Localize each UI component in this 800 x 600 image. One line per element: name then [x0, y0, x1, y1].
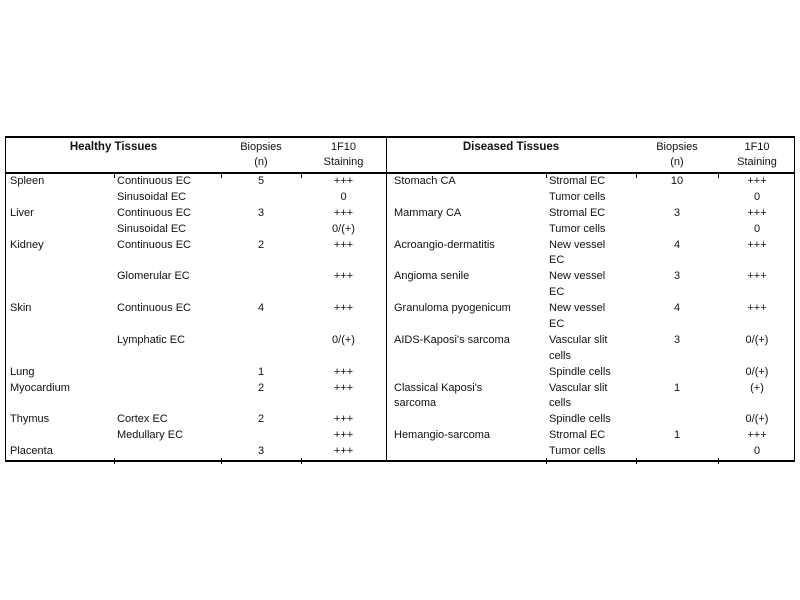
table-header-row — [6, 138, 794, 172]
healthy-ec-type-cell — [114, 381, 221, 397]
header-healthy-tissues: Healthy Tissues — [69, 141, 158, 153]
diseased-cell-type-cell: Vascular slit — [549, 333, 608, 346]
diseased-tissue-name-cell — [386, 285, 546, 301]
column-tick — [221, 172, 222, 178]
diseased-biopsies-cell: 4 — [673, 302, 681, 315]
column-tick — [546, 458, 547, 464]
healthy-tissue-name-cell: Skin — [10, 302, 32, 315]
diseased-staining-cell: 0 — [753, 190, 761, 203]
header-biopsies-left-line2: (n) — [254, 156, 268, 168]
healthy-ec-type-cell: Continuous EC — [117, 206, 191, 219]
diseased-cell-type-cell: Stromal EC — [549, 175, 606, 187]
diseased-tissue-name-cell: Angioma senile — [394, 270, 470, 283]
healthy-biopsies-cell — [221, 269, 301, 285]
healthy-biopsies-cell: 2 — [257, 238, 265, 251]
diseased-tissue-name-cell — [386, 365, 546, 381]
healthy-biopsies-cell: 3 — [257, 445, 265, 458]
column-tick — [718, 458, 719, 464]
healthy-tissue-name-cell — [6, 428, 114, 444]
healthy-biopsies-cell — [221, 253, 301, 269]
diseased-cell-type-cell: Stromal EC — [549, 206, 606, 219]
column-tick — [636, 458, 637, 464]
diseased-biopsies-cell — [636, 317, 718, 333]
diseased-biopsies-cell: 10 — [670, 175, 684, 187]
healthy-ec-type-cell: Sinusoidal EC — [117, 190, 187, 203]
healthy-staining-cell: +++ — [333, 429, 354, 442]
diseased-cell-type-cell: EC — [549, 318, 565, 331]
header-staining-right-line2: Staining — [737, 156, 777, 168]
healthy-staining-cell: +++ — [333, 413, 354, 426]
diseased-tissue-name-cell: Mammary CA — [394, 206, 462, 219]
healthy-biopsies-cell: 1 — [257, 365, 265, 378]
healthy-tissue-name-cell — [6, 190, 114, 206]
diseased-biopsies-cell: 1 — [673, 429, 681, 442]
healthy-tissue-name-cell — [6, 317, 114, 333]
diseased-cell-type-cell: New vessel — [549, 238, 606, 251]
healthy-ec-type-cell — [114, 396, 221, 412]
healthy-biopsies-cell: 2 — [257, 381, 265, 394]
healthy-ec-type-cell — [114, 349, 221, 365]
header-staining-right-line1: 1F10 — [744, 141, 770, 153]
staining-results-table — [5, 136, 795, 462]
diseased-cell-type-cell: New vessel — [549, 270, 606, 283]
diseased-biopsies-cell — [636, 190, 718, 206]
diseased-tissue-name-cell: Granuloma pyogenicum — [394, 302, 511, 315]
diseased-staining-cell — [718, 396, 796, 412]
healthy-tissue-name-cell: Placenta — [10, 445, 53, 458]
column-tick — [301, 172, 302, 178]
healthy-tissue-name-cell: Thymus — [10, 413, 50, 426]
diseased-biopsies-cell: 4 — [673, 238, 681, 251]
diseased-staining-cell: +++ — [747, 238, 767, 251]
healthy-tissue-name-cell — [6, 269, 114, 285]
healthy-biopsies-cell: 2 — [257, 413, 265, 426]
diseased-tissue-name-cell — [386, 253, 546, 269]
column-tick — [114, 458, 115, 464]
diseased-staining-cell — [718, 285, 796, 301]
healthy-ec-type-cell — [114, 285, 221, 301]
diseased-biopsies-cell: 3 — [673, 333, 681, 346]
diseased-tissue-name-cell: AIDS-Kaposi's sarcoma — [394, 333, 510, 346]
healthy-biopsies-cell — [221, 428, 301, 444]
healthy-tissue-name-cell — [6, 285, 114, 301]
healthy-ec-type-cell: Continuous EC — [117, 302, 191, 315]
healthy-staining-cell: +++ — [333, 365, 354, 378]
diseased-staining-cell: +++ — [747, 302, 767, 315]
healthy-biopsies-cell — [221, 333, 301, 349]
diseased-cell-type-cell: Tumor cells — [549, 445, 606, 458]
diseased-staining-cell: 0/(+) — [745, 365, 769, 378]
healthy-staining-cell: +++ — [333, 238, 354, 251]
diseased-cell-type-cell: EC — [549, 254, 565, 267]
diseased-tissue-name-cell — [386, 317, 546, 333]
diseased-staining-cell: +++ — [747, 175, 767, 187]
healthy-ec-type-cell — [114, 444, 221, 460]
healthy-ec-type-cell: Sinusoidal EC — [117, 222, 187, 235]
diseased-cell-type-cell: Tumor cells — [549, 190, 606, 203]
header-diseased-tissues: Diseased Tissues — [462, 141, 560, 153]
healthy-staining-cell — [301, 285, 386, 301]
healthy-ec-type-cell: Cortex EC — [117, 413, 168, 426]
healthy-staining-cell: +++ — [333, 206, 354, 219]
healthy-tissue-name-cell: Lung — [10, 365, 35, 378]
diseased-tissue-name-cell — [386, 190, 546, 206]
healthy-tissue-name-cell — [6, 349, 114, 365]
healthy-staining-cell: 0/(+) — [332, 222, 355, 235]
column-tick — [718, 172, 719, 178]
healthy-tissue-name-cell: Kidney — [10, 238, 44, 251]
healthy-staining-cell — [301, 349, 386, 365]
diseased-cell-type-cell: cells — [549, 349, 572, 362]
diseased-biopsies-cell — [636, 349, 718, 365]
healthy-biopsies-cell: 3 — [257, 206, 265, 219]
diseased-tissue-name-cell: Acroangio-dermatitis — [394, 238, 495, 251]
diseased-biopsies-cell: 1 — [673, 381, 681, 394]
diseased-staining-cell: +++ — [747, 270, 767, 283]
diseased-biopsies-cell — [636, 396, 718, 412]
diseased-staining-cell: 0/(+) — [745, 333, 769, 346]
healthy-ec-type-cell: Continuous EC — [117, 175, 191, 187]
healthy-ec-type-cell: Glomerular EC — [117, 270, 190, 283]
diseased-staining-cell: 0 — [753, 445, 761, 458]
healthy-staining-cell: +++ — [333, 302, 354, 315]
diseased-cell-type-cell: EC — [549, 286, 565, 299]
diseased-tissue-name-cell: Stomach CA — [394, 175, 456, 187]
healthy-tissue-name-cell — [6, 333, 114, 349]
healthy-tissue-name-cell: Spleen — [10, 175, 45, 187]
header-biopsies-left-line1: Biopsies — [240, 141, 282, 153]
diseased-biopsies-cell — [636, 412, 718, 428]
diseased-staining-cell: 0 — [753, 222, 761, 235]
diseased-biopsies-cell — [636, 444, 718, 460]
healthy-biopsies-cell — [221, 285, 301, 301]
header-staining-right — [718, 138, 796, 172]
healthy-tissue-name-cell: Myocardium — [10, 381, 70, 394]
healthy-ec-type-cell — [114, 365, 221, 381]
healthy-biopsies-cell: 4 — [257, 302, 265, 315]
table-body — [6, 174, 794, 460]
healthy-staining-cell: +++ — [333, 175, 354, 187]
diseased-tissue-name-cell — [386, 412, 546, 428]
diseased-biopsies-cell: 3 — [673, 206, 681, 219]
diseased-cell-type-cell: Tumor cells — [549, 222, 606, 235]
column-tick — [301, 458, 302, 464]
healthy-biopsies-cell: 5 — [257, 175, 265, 187]
diseased-cell-type-cell: cells — [549, 397, 572, 410]
diseased-biopsies-cell — [636, 285, 718, 301]
diseased-biopsies-cell — [636, 222, 718, 238]
healthy-ec-type-cell — [114, 253, 221, 269]
diseased-cell-type-cell: Spindle cells — [549, 413, 611, 426]
header-biopsies-right-line1: Biopsies — [656, 141, 698, 153]
healthy-tissue-name-cell — [6, 396, 114, 412]
diseased-cell-type-cell: Vascular slit — [549, 381, 608, 394]
header-biopsies-left — [221, 138, 301, 172]
healthy-staining-cell — [301, 253, 386, 269]
diseased-staining-cell: +++ — [747, 429, 767, 442]
healthy-biopsies-cell — [221, 222, 301, 238]
diseased-tissue-name-cell — [386, 444, 546, 460]
column-tick — [221, 458, 222, 464]
diseased-cell-type-cell: New vessel — [549, 302, 606, 315]
diseased-biopsies-cell — [636, 253, 718, 269]
diseased-staining-cell: (+) — [750, 381, 764, 394]
diseased-tissue-name-cell — [386, 349, 546, 365]
healthy-tissue-name-cell: Liver — [10, 206, 34, 219]
healthy-staining-cell: 0 — [340, 190, 347, 203]
healthy-tissue-name-cell — [6, 222, 114, 238]
diseased-tissue-name-cell — [386, 222, 546, 238]
healthy-ec-type-cell: Continuous EC — [117, 238, 191, 251]
healthy-biopsies-cell — [221, 317, 301, 333]
diseased-staining-cell: +++ — [747, 206, 767, 219]
diseased-staining-cell — [718, 349, 796, 365]
healthy-staining-cell: +++ — [333, 270, 354, 283]
healthy-ec-type-cell: Lymphatic EC — [117, 333, 186, 346]
header-staining-left — [301, 138, 386, 172]
healthy-staining-cell: +++ — [333, 381, 354, 394]
column-tick — [636, 172, 637, 178]
diseased-cell-type-cell: Spindle cells — [549, 365, 611, 378]
diseased-tissue-name-cell: Hemangio-sarcoma — [394, 429, 490, 442]
healthy-staining-cell — [301, 396, 386, 412]
healthy-staining-cell — [301, 317, 386, 333]
diseased-staining-cell — [718, 253, 796, 269]
center-divider-line — [386, 138, 387, 460]
healthy-tissue-name-cell — [6, 253, 114, 269]
diseased-tissue-name-cell: Classical Kaposi's — [394, 381, 483, 394]
diseased-tissue-name-cell: sarcoma — [394, 397, 437, 410]
column-tick — [114, 172, 115, 178]
column-tick — [546, 172, 547, 178]
diseased-biopsies-cell: 3 — [673, 270, 681, 283]
diseased-staining-cell — [718, 317, 796, 333]
header-biopsies-right-line2: (n) — [670, 156, 684, 168]
diseased-staining-cell: 0/(+) — [745, 413, 769, 426]
healthy-ec-type-cell — [114, 317, 221, 333]
healthy-staining-cell: 0/(+) — [332, 333, 355, 346]
header-staining-left-line2: Staining — [323, 156, 364, 168]
healthy-biopsies-cell — [221, 349, 301, 365]
healthy-biopsies-cell — [221, 190, 301, 206]
healthy-staining-cell: +++ — [333, 445, 354, 458]
header-biopsies-right — [636, 138, 718, 172]
header-staining-left-line1: 1F10 — [330, 141, 357, 153]
diseased-biopsies-cell — [636, 365, 718, 381]
diseased-cell-type-cell: Stromal EC — [549, 429, 606, 442]
healthy-biopsies-cell — [221, 396, 301, 412]
healthy-ec-type-cell: Medullary EC — [117, 429, 184, 442]
